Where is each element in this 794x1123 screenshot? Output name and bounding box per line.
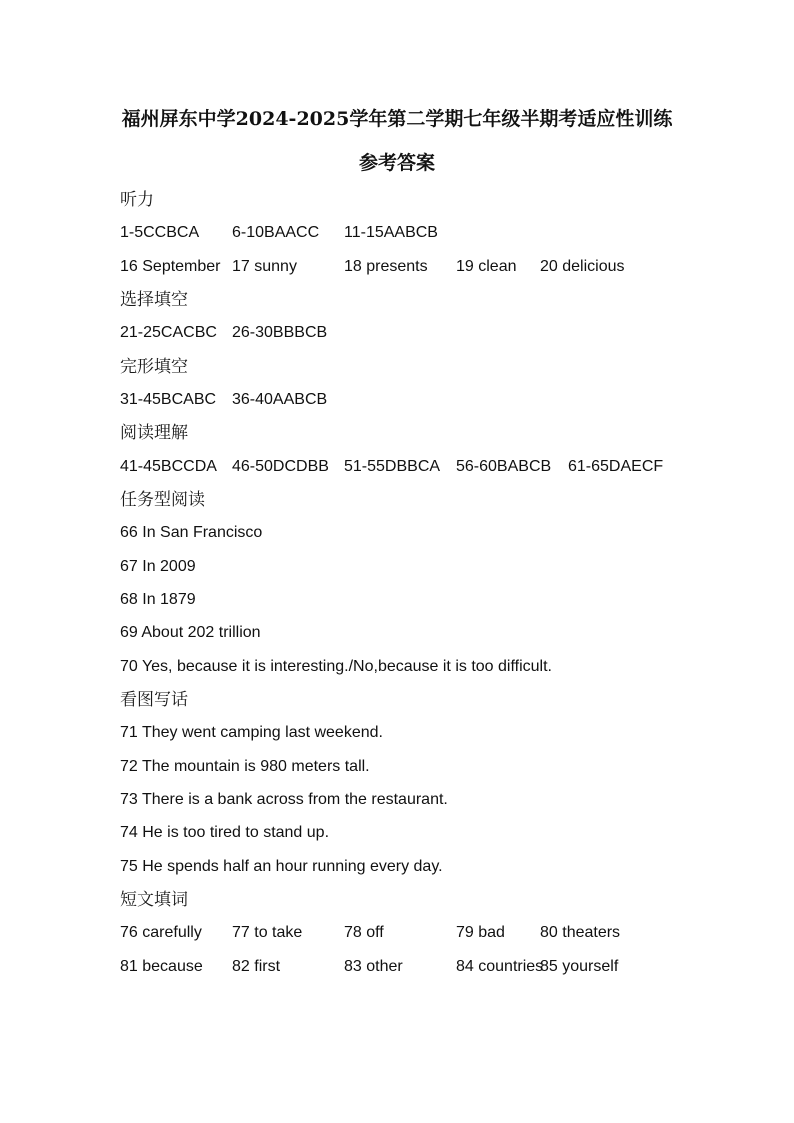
- document-title: 福州屏东中学2024-2025学年第二学期七年级半期考适应性训练: [121, 108, 673, 130]
- answer-item: 84 countries: [456, 958, 544, 975]
- answer-group: 56-60BABCB: [456, 458, 552, 475]
- answer-item: 77 to take: [232, 924, 303, 941]
- answer-line: 75 He spends half an hour running every day.: [120, 858, 443, 875]
- answer-line: 67 In 2009: [120, 558, 196, 575]
- answer-item: 19 clean: [456, 258, 517, 275]
- answer-group: 11-15AABCB: [344, 224, 438, 241]
- section-heading-multiple-choice: 选择填空: [120, 290, 188, 310]
- answer-group: 6-10BAACC: [232, 224, 320, 241]
- answer-group: 41-45BCCDA: [120, 458, 217, 475]
- answer-item: 83 other: [344, 958, 403, 975]
- answer-group: 21-25CACBC: [120, 324, 217, 341]
- answer-group: 61-65DAECF: [568, 458, 664, 475]
- answer-line: 70 Yes, because it is interesting./No,because it is too difficult.: [120, 658, 552, 675]
- answer-item: 76 carefully: [120, 924, 202, 941]
- answer-item: 16 September: [120, 258, 221, 275]
- section-heading-cloze: 完形填空: [120, 357, 188, 377]
- section-heading-picture-writing: 看图写话: [120, 690, 188, 710]
- answer-line: 71 They went camping last weekend.: [120, 724, 383, 741]
- answer-group: 26-30BBBCB: [232, 324, 328, 341]
- answer-item: 79 bad: [456, 924, 505, 941]
- answer-item: 18 presents: [344, 258, 428, 275]
- answer-line: 73 There is a bank across from the restaurant.: [120, 791, 448, 808]
- answer-line: 74 He is too tired to stand up.: [120, 824, 330, 841]
- section-heading-word-fill: 短文填词: [120, 890, 188, 910]
- section-heading-reading: 阅读理解: [120, 423, 188, 443]
- answer-item: 17 sunny: [232, 258, 297, 275]
- answer-line: 66 In San Francisco: [120, 524, 263, 541]
- section-heading-listening: 听力: [120, 190, 154, 210]
- answer-item: 78 off: [344, 924, 384, 941]
- answer-group: 31-45BCABC: [120, 391, 217, 408]
- answer-group: 51-55DBBCA: [344, 458, 441, 475]
- answer-item: 20 delicious: [540, 258, 625, 275]
- answer-line: 69 About 202 trillion: [120, 624, 261, 641]
- answer-item: 85 yourself: [540, 958, 619, 975]
- answer-line: 72 The mountain is 980 meters tall.: [120, 758, 370, 775]
- answer-group: 36-40AABCB: [232, 391, 328, 408]
- answer-item: 81 because: [120, 958, 203, 975]
- answer-item: 80 theaters: [540, 924, 621, 941]
- answer-group: 1-5CCBCA: [120, 224, 200, 241]
- answer-item: 82 first: [232, 958, 281, 975]
- answer-group: 46-50DCDBB: [232, 458, 329, 475]
- section-heading-task-reading: 任务型阅读: [120, 490, 205, 510]
- document-subtitle: 参考答案: [358, 152, 435, 174]
- answer-line: 68 In 1879: [120, 591, 196, 608]
